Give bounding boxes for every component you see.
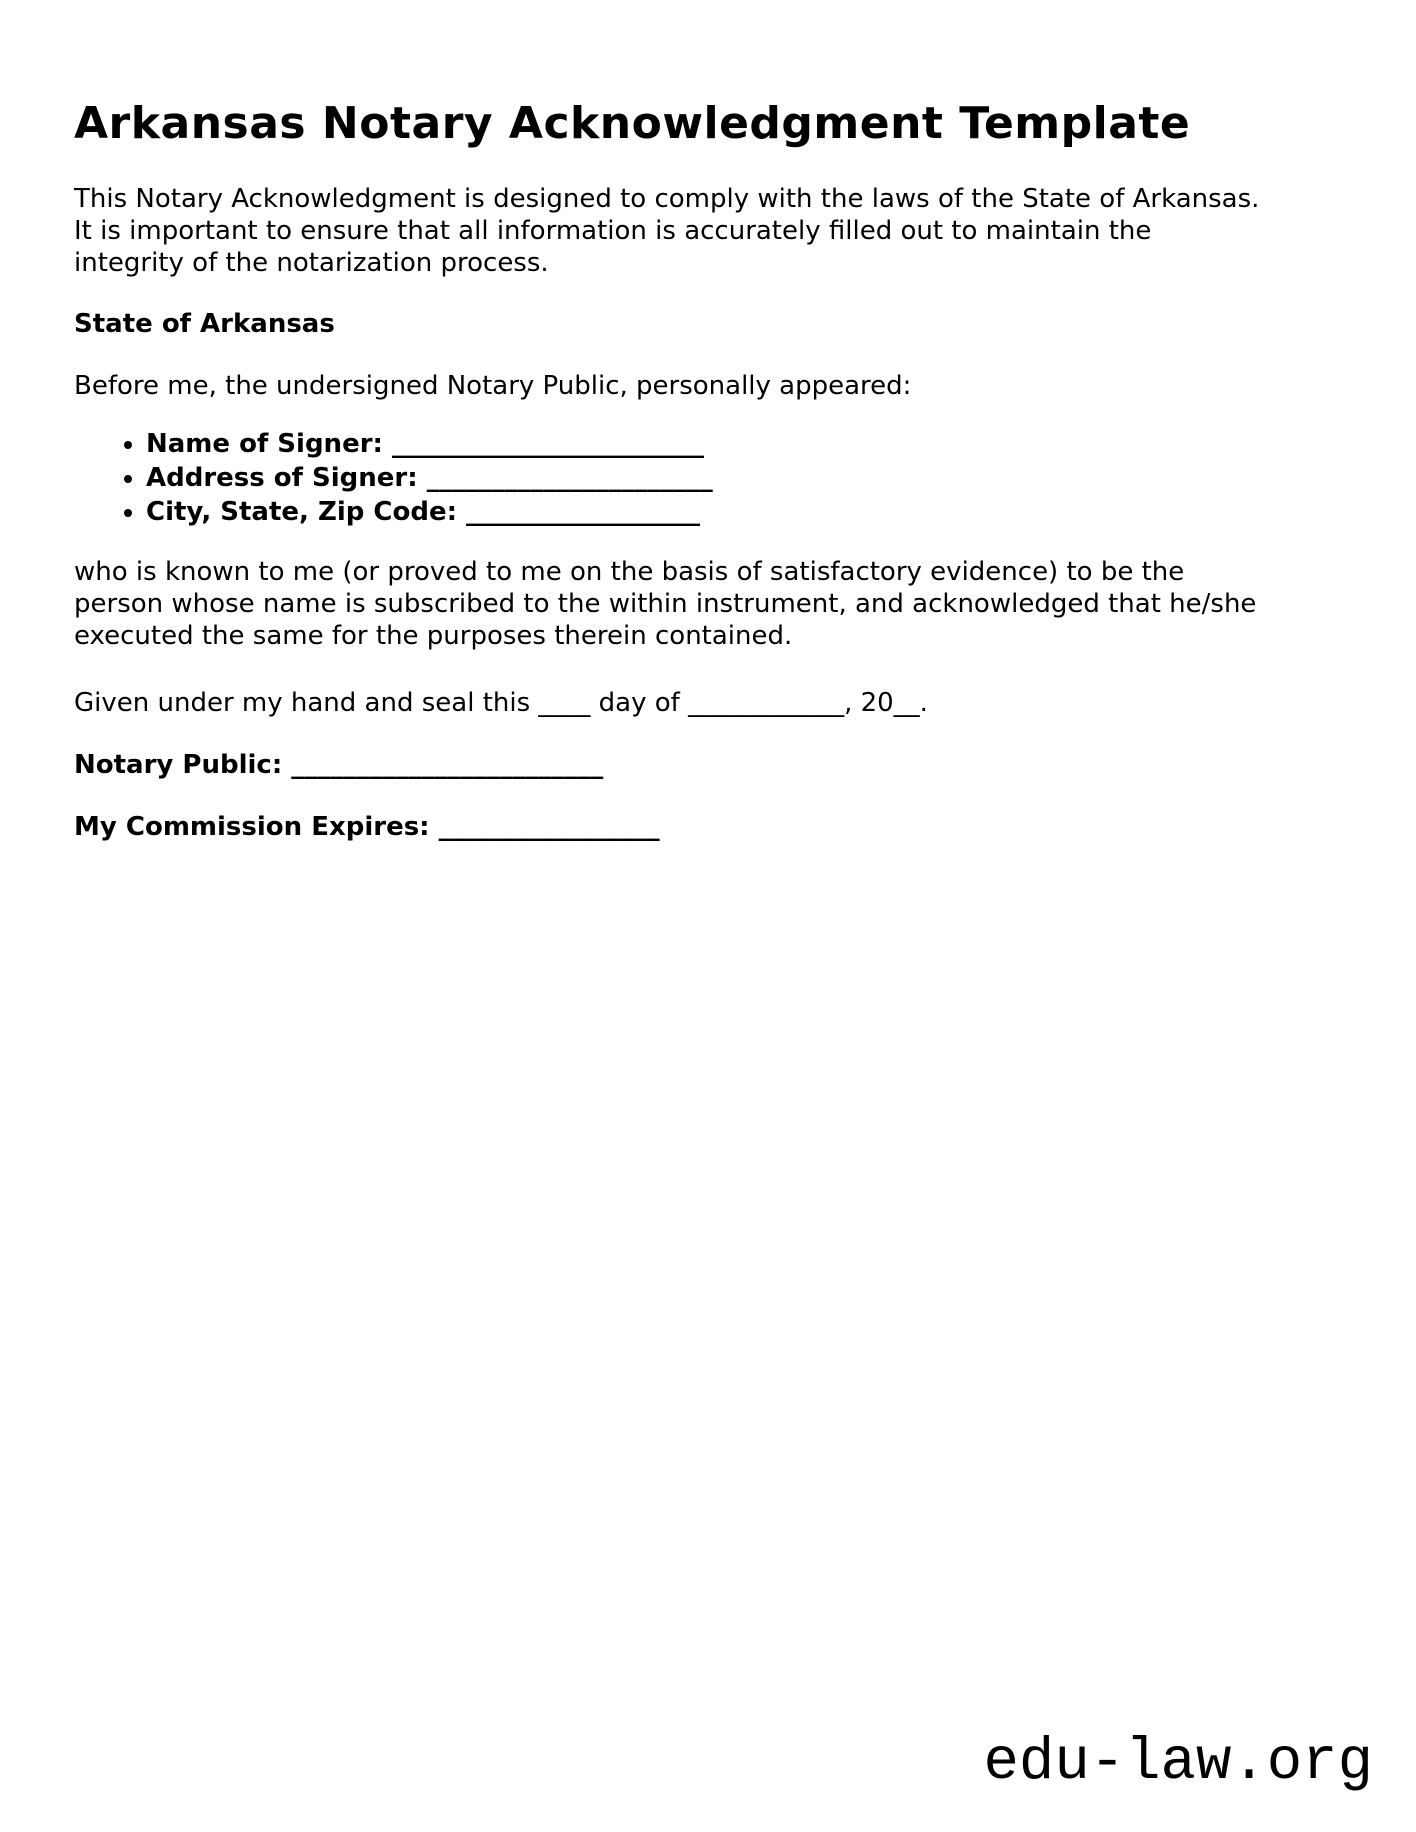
page-title: Arkansas Notary Acknowledgment Template	[74, 98, 1191, 149]
execution-line: Given under my hand and seal this ____ day of ____________, 20__.	[74, 688, 928, 718]
acknowledgment-line: who is known to me (or proved to me on the basis of satisfactory evidence) to be the	[74, 557, 1185, 587]
intro-line: It is important to ensure that all information is accurately filled out to maintain the	[74, 216, 1152, 246]
signer-item-name: • Name of Signer: ________________________	[146, 427, 1346, 461]
signer-item-address: • Address of Signer: ______________________	[146, 461, 1346, 495]
acknowledgment-line: person whose name is subscribed to the within instrument, and acknowledged that he/she	[74, 589, 1257, 619]
footer-site-watermark: edu-law.org	[983, 1729, 1373, 1796]
appeared-line: Before me, the undersigned Notary Public, personally appeared:	[74, 371, 912, 401]
signer-list	[74, 427, 1346, 529]
state-heading: State of Arkansas	[74, 309, 335, 339]
commission-expires-line: My Commission Expires: _________________	[74, 812, 660, 842]
intro-line: integrity of the notarization process.	[74, 248, 549, 278]
intro-line: This Notary Acknowledgment is designed to comply with the laws of the State of Arkansas.	[74, 184, 1260, 214]
intro-paragraph	[74, 183, 1346, 279]
acknowledgment-line: executed the same for the purposes therein contained.	[74, 621, 793, 651]
notary-public-line: Notary Public: ________________________	[74, 750, 604, 780]
signer-item-city-state-zip: • City, State, Zip Code: __________________	[146, 495, 1346, 529]
acknowledgment-paragraph	[74, 556, 1346, 652]
